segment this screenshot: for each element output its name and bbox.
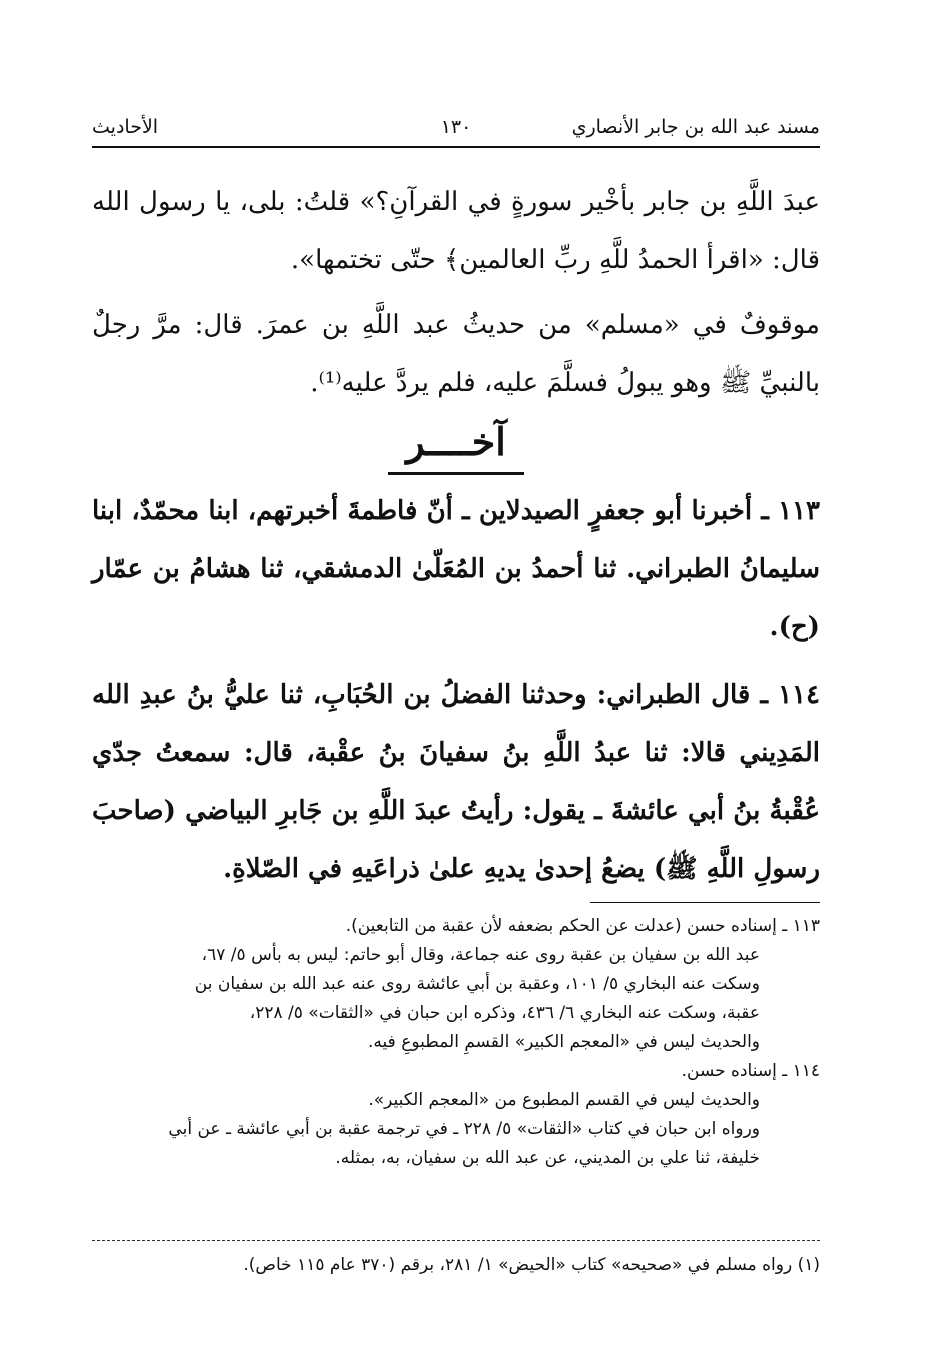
paragraph-2: موقوفٌ في «مسلم» من حديثُ عبد اللَّهِ بن عمرَ. قال: مرَّ رجلٌ بالنبيِّ ﷺ وهو يبولُ فسلَّمَ عليه، فلم يردَّ عليه⁽¹⁾. bbox=[92, 310, 820, 398]
hadith-113 bbox=[92, 482, 820, 656]
footnote-114-head bbox=[92, 1057, 820, 1086]
section-title-text: آخــــر bbox=[388, 418, 524, 475]
footnote-114-line: خليفة، ثنا علي بن المديني، عن عبد الله بن سفيان، به، بمثله. bbox=[335, 1148, 760, 1168]
hadith-113-number: ١١٣ bbox=[778, 496, 820, 526]
footnotes bbox=[92, 912, 820, 1173]
footnote-113-line: عبد الله بن سفيان بن عقبة روى عنه جماعة، وقال أبو حاتم: ليس به بأس ٥/ ٦٧، bbox=[201, 945, 760, 965]
hadith-113-text: ـ أخبرنا أبو جعفرٍ الصيدلاين ـ أنّ فاطمةَ أخبرتهم، ابنا محمّدٌ، ابنا سليمانُ الطبراني. ثنا أحمدُ بن المُعَلّىٰ الدمشقي، ثنا هشامُ بن عمّار (ح). bbox=[92, 496, 820, 642]
section-title bbox=[92, 418, 820, 475]
footnote-114-line: ورواه ابن حبان في كتاب «الثقات» ٥/ ٢٢٨ ـ في ترجمة عقبة بن أبي عائشة ـ عن أبي bbox=[168, 1119, 760, 1139]
hadith-114-number: ١١٤ bbox=[778, 680, 820, 710]
hadith-114 bbox=[92, 666, 820, 898]
running-header bbox=[92, 116, 820, 146]
reference-note-1: (١) رواه مسلم في «صحيحه» كتاب «الحيض» ١/ ٢٨١، برقم (٣٧٠ عام ١١٥ خاص). bbox=[243, 1255, 820, 1275]
footnote-113-line: عقبة، وسكت عنه البخاري ٦/ ٤٣٦، وذكره ابن حبان في «الثقات» ٥/ ٢٢٨، bbox=[249, 1003, 760, 1023]
page-number: ١٣٠ bbox=[440, 116, 472, 138]
footnote-114-label: ١١٤ bbox=[792, 1061, 820, 1081]
hadith-114-text: ـ قال الطبراني: وحدثنا الفضلُ بن الحُبَابِ، ثنا عليُّ بنُ عبدِ الله المَدِيني قالا: ثنا عبدُ اللَّهِ بنُ سفيانَ بنُ عقْبة، قال: سمعتُ جدّي عُقْبةُ بنُ أبي عائشةَ ـ يقول: رأيتُ عبدَ اللَّهِ بن جَابرِ البياضي (صاحبَ رسولِ اللَّهِ ﷺ) يضعُ إحدىٰ يديهِ علىٰ ذراعَيهِ في الصّلاةِ. bbox=[92, 680, 820, 884]
footnote-113-line: والحديث ليس في «المعجم الكبير» القسمِ المطبوعِ فيه. bbox=[368, 1032, 760, 1052]
footnote-separator bbox=[590, 902, 820, 903]
footnote-113-head bbox=[92, 912, 820, 941]
header-rule bbox=[92, 146, 820, 148]
reference-separator bbox=[92, 1240, 820, 1241]
section-name: الأحاديث bbox=[92, 116, 159, 138]
footnote-113-label: ١١٣ bbox=[792, 916, 820, 936]
footnote-114-line: ـ إسناده حسن. bbox=[681, 1061, 788, 1081]
paragraph-1: عبدَ اللَّهِ بن جابر بأخْير سورةٍ في القرآنِ؟» قلتُ: بلى، يا رسول الله قال: «اقرأ الحمدُ للَّهِ ربِّ العالمين﴾ حتّى تختمها». bbox=[92, 187, 820, 275]
book-title: مسند عبد الله بن جابر الأنصاري bbox=[571, 116, 820, 138]
footnote-113-line: ـ إسناده حسن (عدلت عن الحكم بضعفه لأن عقبة من التابعين). bbox=[345, 916, 788, 936]
footnote-113-line: وسكت عنه البخاري ٥/ ١٠١، وعقبة بن أبي عائشة روى عنه عبد الله بن سفيان بن bbox=[194, 974, 760, 994]
footnote-114-line: والحديث ليس في القسم المطبوع من «المعجم الكبير». bbox=[368, 1090, 760, 1110]
